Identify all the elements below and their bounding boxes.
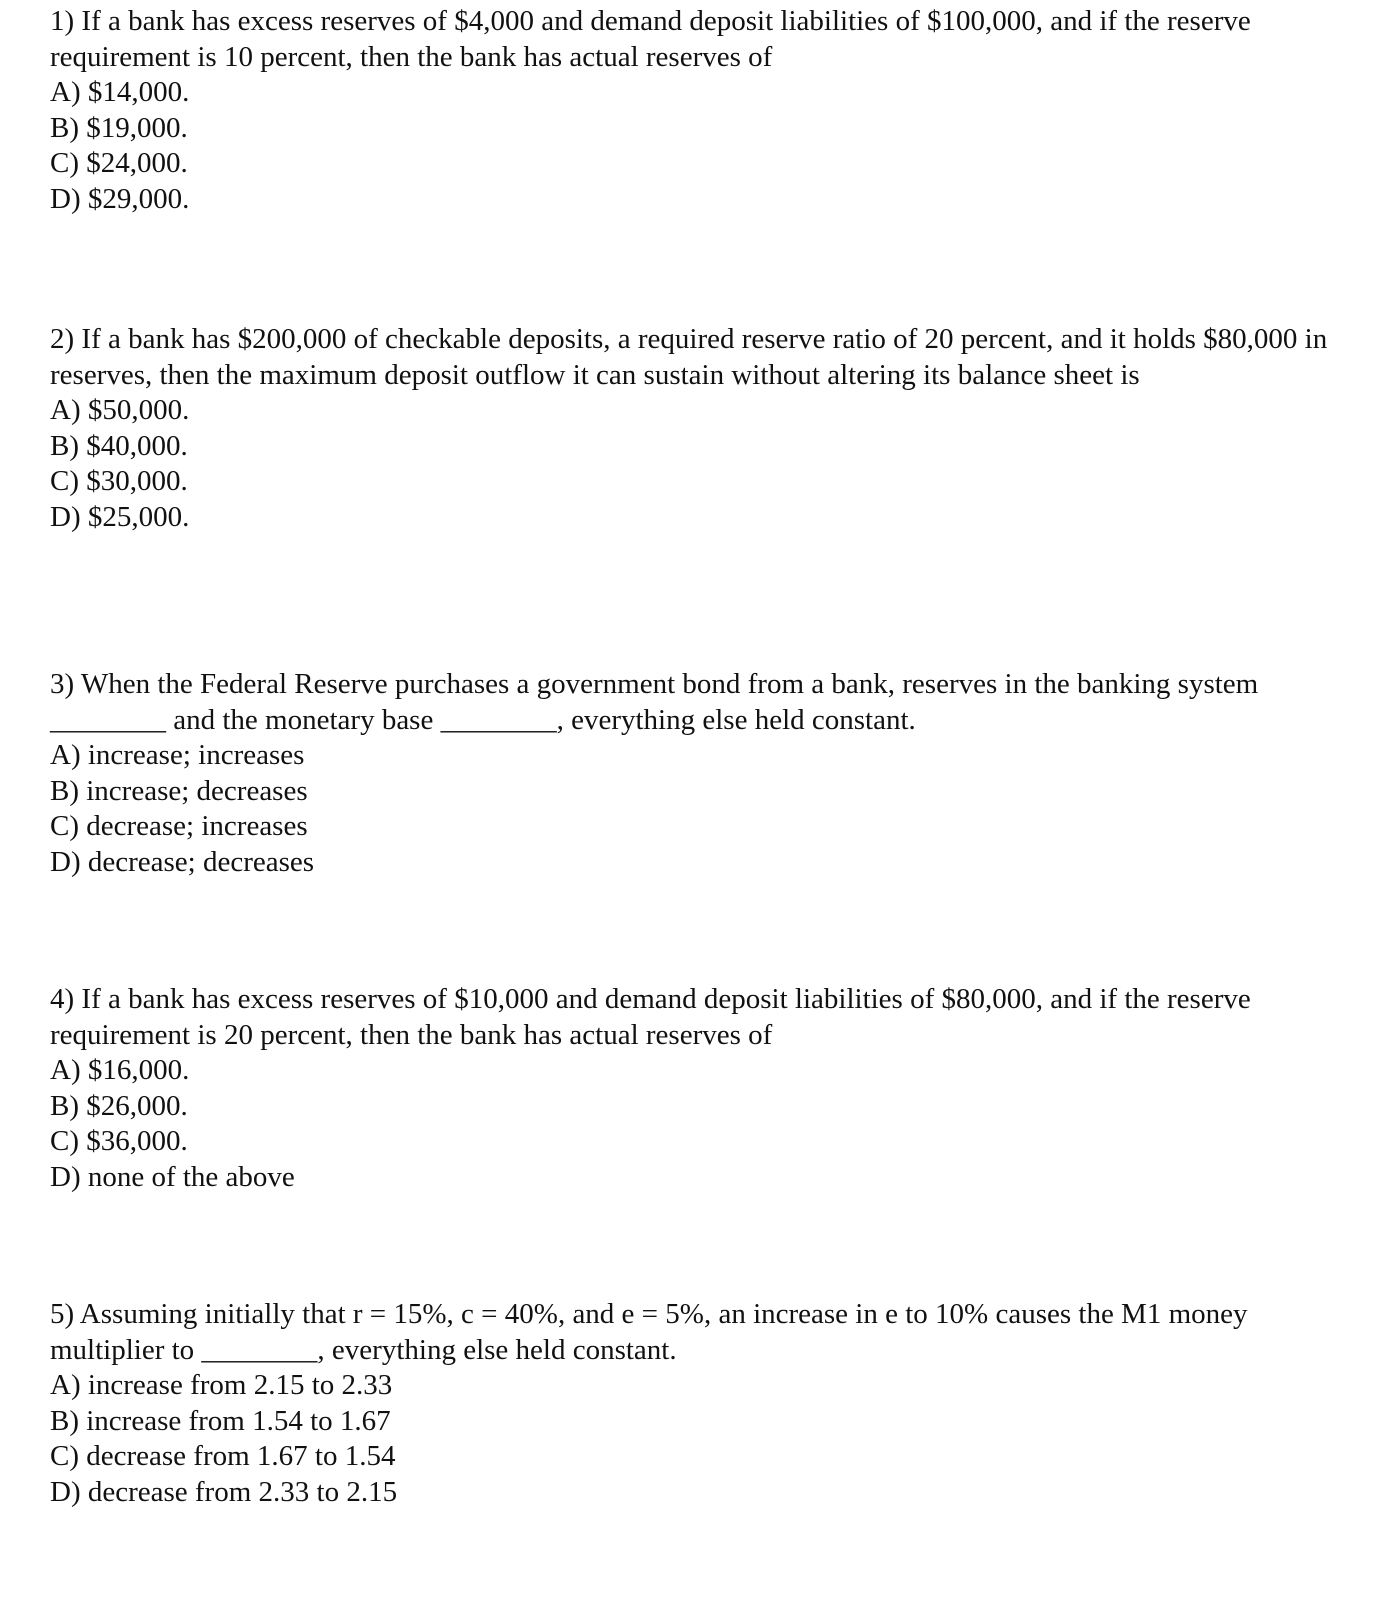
question-stem: 5) Assuming initially that r = 15%, c = 40%, and e = 5%, an increase in e to 10% causes the M1 money multiplier to ________, everything else held constant. [50,1298,1248,1366]
question-stem: 2) If a bank has $200,000 of checkable deposits, a required reserve ratio of 20 percent, and it holds $80,000 in reserves, then the maximum deposit outflow it can sustain without altering its balance sheet is [50,323,1328,391]
question-2 [50,322,1350,535]
option-d: D) $29,000. [50,182,190,215]
answer-options [50,393,1350,535]
option-a: A) increase; increases [50,739,305,771]
option-b: B) increase from 1.54 to 1.67 [50,1404,391,1437]
question-stem: 1) If a bank has excess reserves of $4,000 and demand deposit liabilities of $100,000, and if the reserve requirement is 10 percent, then the bank has actual reserves of [50,5,1251,73]
question-stem: 3) When the Federal Reserve purchases a government bond from a bank, reserves in the banking system ________ and the monetary base ________, everything else held constant. [50,668,1259,736]
option-a: A) $50,000. [50,394,190,426]
question-4 [50,982,1350,1195]
option-b: B) $40,000. [50,429,188,462]
option-c: C) $36,000. [50,1125,188,1157]
option-a: A) increase from 2.15 to 2.33 [50,1369,393,1401]
option-b: B) increase; decreases [50,774,308,807]
option-c: C) $24,000. [50,147,188,179]
option-d: D) $25,000. [50,500,190,533]
option-c: C) decrease from 1.67 to 1.54 [50,1440,396,1472]
question-5 [50,1297,1350,1510]
option-c: C) decrease; increases [50,810,308,842]
option-d: D) none of the above [50,1160,295,1193]
option-a: A) $14,000. [50,76,190,108]
option-b: B) $26,000. [50,1089,188,1122]
answer-options [50,1368,1350,1510]
option-d: D) decrease from 2.33 to 2.15 [50,1475,398,1508]
question-stem: 4) If a bank has excess reserves of $10,000 and demand deposit liabilities of $80,000, and if the reserve requirement is 20 percent, then the bank has actual reserves of [50,983,1251,1051]
answer-options [50,738,1350,880]
answer-options [50,75,1350,217]
option-d: D) decrease; decreases [50,845,315,878]
question-1 [50,4,1350,217]
option-b: B) $19,000. [50,111,188,144]
question-3 [50,667,1350,880]
answer-options [50,1053,1350,1195]
option-c: C) $30,000. [50,465,188,497]
option-a: A) $16,000. [50,1054,190,1086]
